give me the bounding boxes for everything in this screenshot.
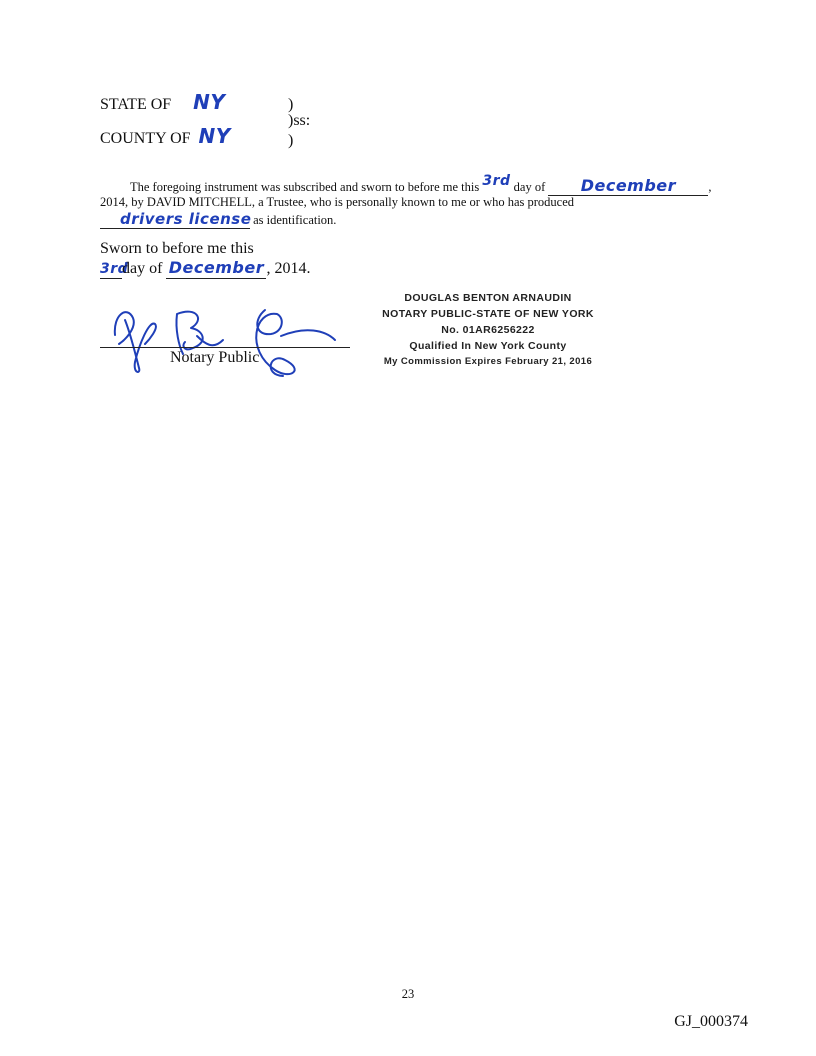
jurat-line-1 (130, 173, 730, 196)
sworn-year-text: , 2014. (266, 260, 311, 277)
sig-stroke-1 (115, 312, 156, 372)
sworn-dayof-text: day of (122, 260, 163, 277)
signature-line (100, 347, 350, 348)
paren-ss: )ss: (288, 112, 311, 129)
stamp-title: NOTARY PUBLIC-STATE OF NEW YORK (382, 308, 594, 320)
jurat-id-handwritten: drivers license (120, 210, 252, 228)
sworn-month-field (166, 258, 266, 279)
stamp-expires: My Commission Expires February 21, 2016 (383, 356, 593, 367)
notary-signature (105, 300, 345, 380)
stamp-number: No. 01AR6256222 (441, 324, 535, 336)
stamp-county: Qualified In New York County (409, 340, 567, 352)
jurat-month-field (548, 176, 708, 196)
sworn-line-1: Sworn to before me this (100, 240, 254, 257)
page-number: 23 (401, 987, 415, 1001)
jurat-identification-text: as identification. (253, 213, 337, 227)
sworn-day-handwritten: 3rd (100, 261, 129, 277)
jurat-day-handwritten: 3rd (482, 173, 511, 189)
bates-number: GJ_000374 (674, 1013, 748, 1030)
stamp-name: DOUGLAS BENTON ARNAUDIN (404, 292, 572, 304)
county-value-handwritten: NY (198, 124, 231, 148)
sworn-line-2 (100, 258, 310, 279)
sworn-day-field (100, 260, 129, 279)
jurat-line-2: 2014, by DAVID MITCHELL, a Trustee, who is personally known to me or who has produced (100, 195, 575, 209)
county-line (100, 124, 231, 148)
paren-bottom: ) (288, 132, 294, 149)
jurat-month-handwritten: December (580, 176, 677, 195)
paren-top: ) (288, 96, 294, 113)
sig-stroke-3 (256, 310, 335, 376)
state-line (100, 90, 225, 114)
county-label: COUNTY OF (100, 130, 191, 147)
notary-public-label: Notary Public (170, 349, 260, 366)
jurat-line1-text: The foregoing instrument was subscribed and sworn to before me this (130, 180, 480, 194)
state-value-handwritten: NY (193, 90, 226, 114)
state-label: STATE OF (100, 96, 172, 113)
jurat-dayof-text: day of (513, 180, 546, 194)
jurat-comma: , (708, 180, 712, 194)
jurat-line-3 (100, 210, 336, 229)
notary-stamp (358, 290, 618, 370)
sworn-month-handwritten: December (168, 258, 265, 277)
jurat-id-field (100, 210, 250, 229)
